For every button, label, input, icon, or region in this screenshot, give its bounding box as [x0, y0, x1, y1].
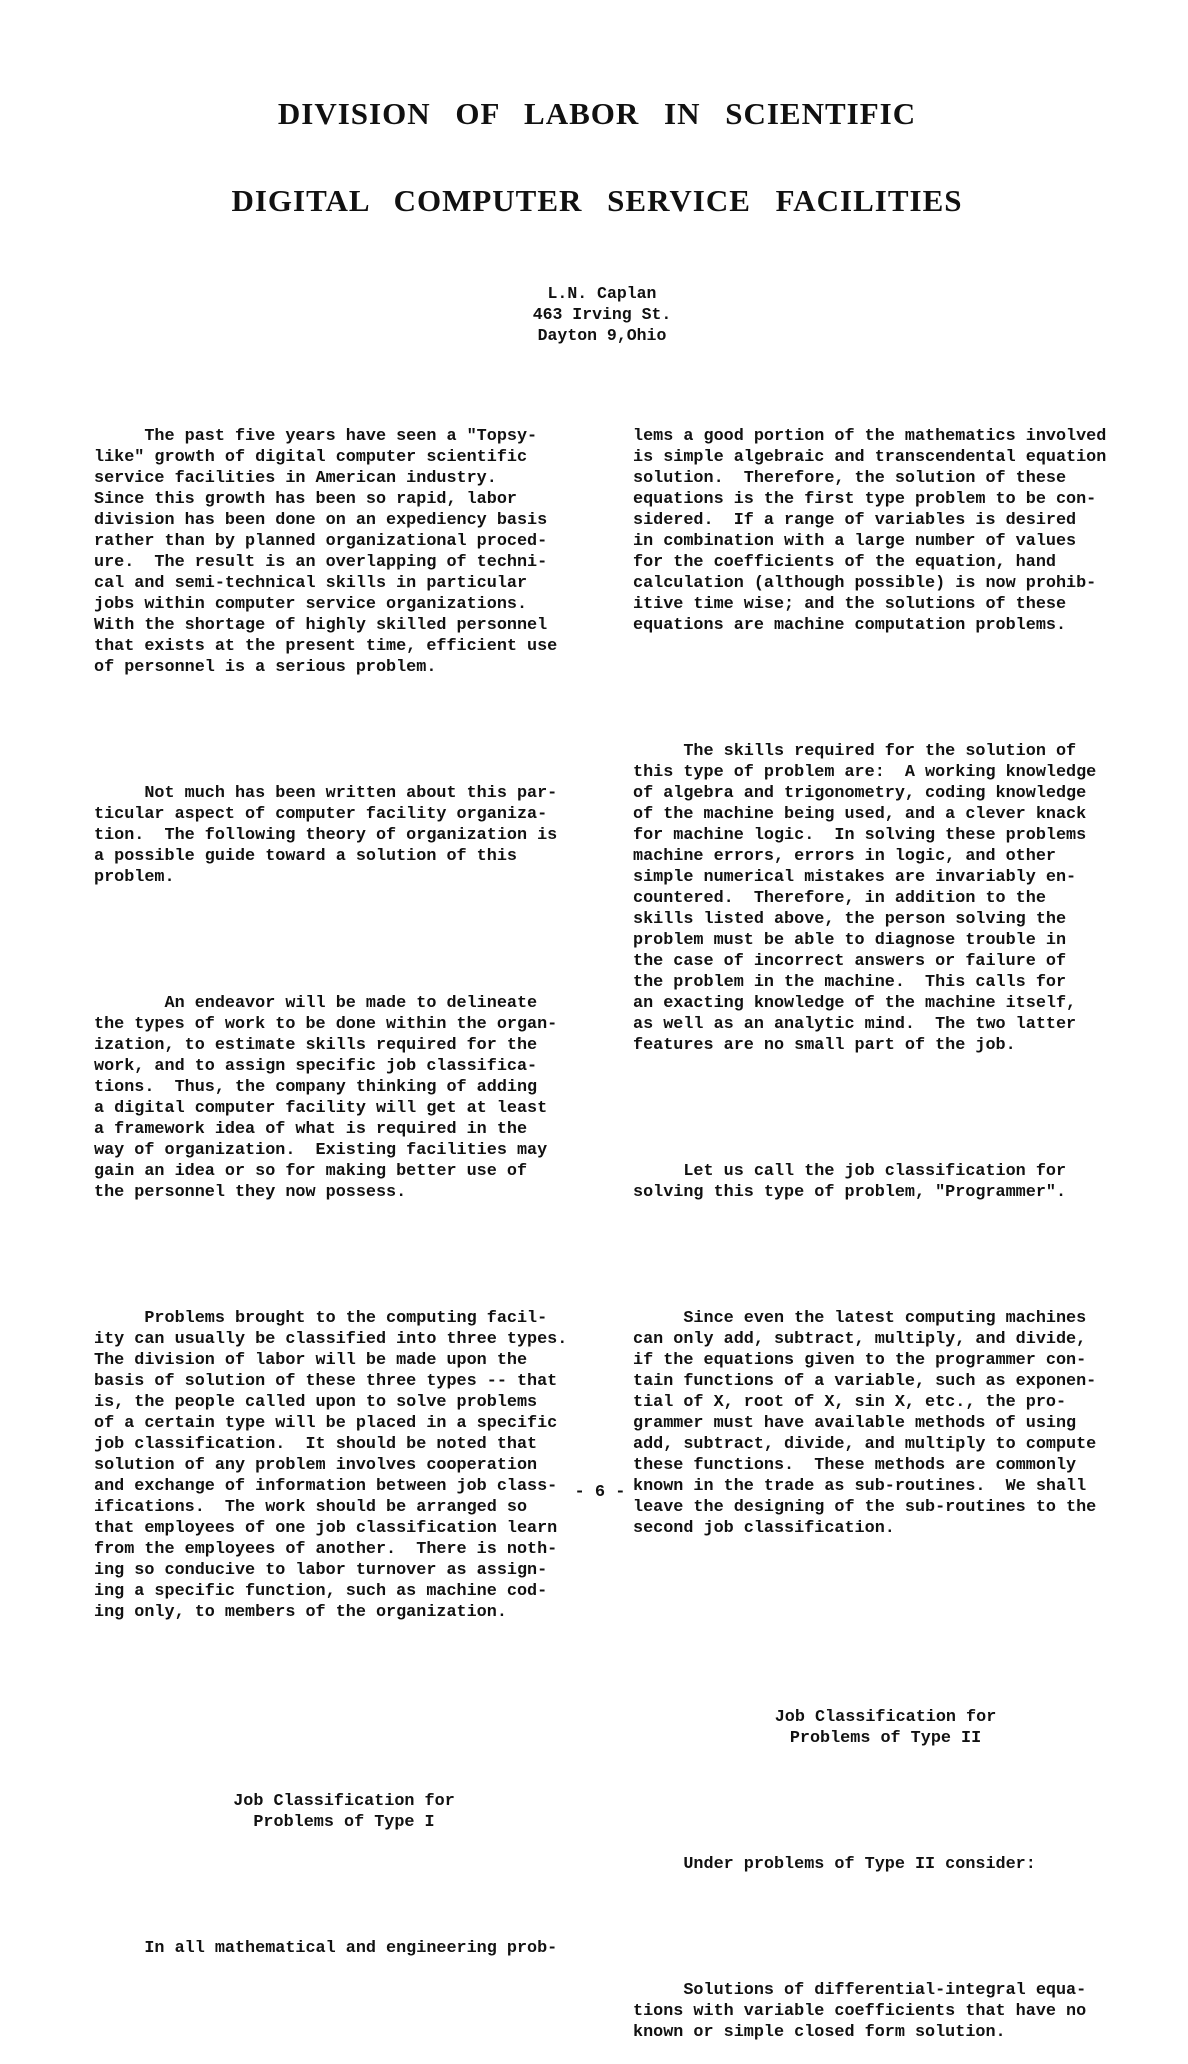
right-paragraph-5: Under problems of Type II consider: — [633, 1855, 1036, 1874]
title-line-2: DIGITAL COMPUTER SERVICE FACILITIES — [231, 183, 963, 218]
left-paragraph-5: In all mathematical and engineering prob- — [94, 1939, 558, 1958]
right-paragraph-3: Let us call the job classification for solving this type of problem, "Programmer". — [633, 1162, 1067, 1202]
right-column — [633, 384, 1138, 2064]
author-street: 463 Irving St. — [532, 305, 672, 324]
left-paragraph-1: The past five years have seen a "Topsy- like" growth of digital computer scientific service facilities in American industry. Since this growth has been so rapid, labor division has been done on an expediency basis rather than by planned organizational proced- ure. The result is an overlapping of techni- cal and semi-technical skills in particular jobs within computer service organizations. With the shortage of highly skilled personnel that exists at the present time, efficient use of personnel is a serious problem. — [94, 427, 558, 677]
title-line-1: DIVISION OF LABOR IN SCIENTIFIC — [277, 96, 917, 131]
right-paragraph-4: Since even the latest computing machines can only add, subtract, multiply, and divide, if the equations given to the programmer con- tain functions of a variable, such as exponen- tial of X, root of X, sin X, etc., the pro- grammer must have available methods of using add, subtract, divide, and multiply to compute these functions. These methods are commonly known in the trade as sub-routines. We shall leave the designing of the sub-routines to the second job classification. — [633, 1309, 1097, 1538]
section-heading-type-1: Job Classification for Problems of Type I — [233, 1792, 455, 1832]
author-block — [462, 283, 742, 346]
right-paragraph-1: lems a good portion of the mathematics involved is simple algebraic and transcendental equation solution. Therefore, the solution of these equations is the first type problem to be con- sidered. If a range of variables is desired in combination with a large number of values for the coefficients of the equation, hand calculation (although possible) is now prohib- itive time wise; and the solutions of these equations are machine computation problems. — [633, 427, 1107, 635]
right-paragraph-2: The skills required for the solution of this type of problem are: A working knowledge of algebra and trigonometry, coding knowledge of the machine being used, and a clever knack for machine logic. In solving these problems machine errors, errors in logic, and other simple numerical mistakes are invariably en- countered. Therefore, in addition to the skills listed above, the person solving the problem must be able to diagnose trouble in the case of incorrect answers or failure of the problem in the machine. This calls for an exacting knowledge of the machine itself, as well as an analytic mind. The two latter features are no small part of the job. — [633, 742, 1097, 1055]
left-paragraph-2: Not much has been written about this par- ticular aspect of computer facility organiza- tion. The following theory of organization is a possible guide toward a solution of this problem. — [94, 784, 558, 887]
left-paragraph-3: An endeavor will be made to delineate the types of work to be done within the organ- ization, to estimate skills required for the work, and to assign specific job classifica- tions. Thus, the company thinking of adding a digital computer facility will get at least a framework idea of what is required in the way of organization. Existing facilities may gain an idea or so for making better use of the personnel they now possess. — [94, 994, 558, 1202]
left-paragraph-4: Problems brought to the computing facil- ity can usually be classified into three types. The division of labor will be made upon the basis of solution of these three types -- that is, the people called upon to solve problems of a certain type will be placed in a specific job classification. It should be noted that solution of any problem involves cooperation and exchange of information between job class- ifications. The work should be arranged so that employees of one job classification learn from the employees of another. There is noth- ing so conducive to labor turnover as assign- ing a specific function, such as machine cod- ing only, to members of the organization. — [94, 1309, 568, 1622]
right-paragraph-6: Solutions of differential-integral equa- tions with variable coefficients that have no known or simple closed form solution. — [633, 1981, 1087, 2042]
section-heading-type-2: Job Classification for Problems of Type II — [774, 1708, 997, 1748]
author-name: L.N. Caplan — [547, 284, 657, 303]
left-column — [94, 384, 594, 1980]
author-city: Dayton 9,Ohio — [537, 326, 667, 345]
page-number: - 6 - — [574, 1483, 626, 1502]
